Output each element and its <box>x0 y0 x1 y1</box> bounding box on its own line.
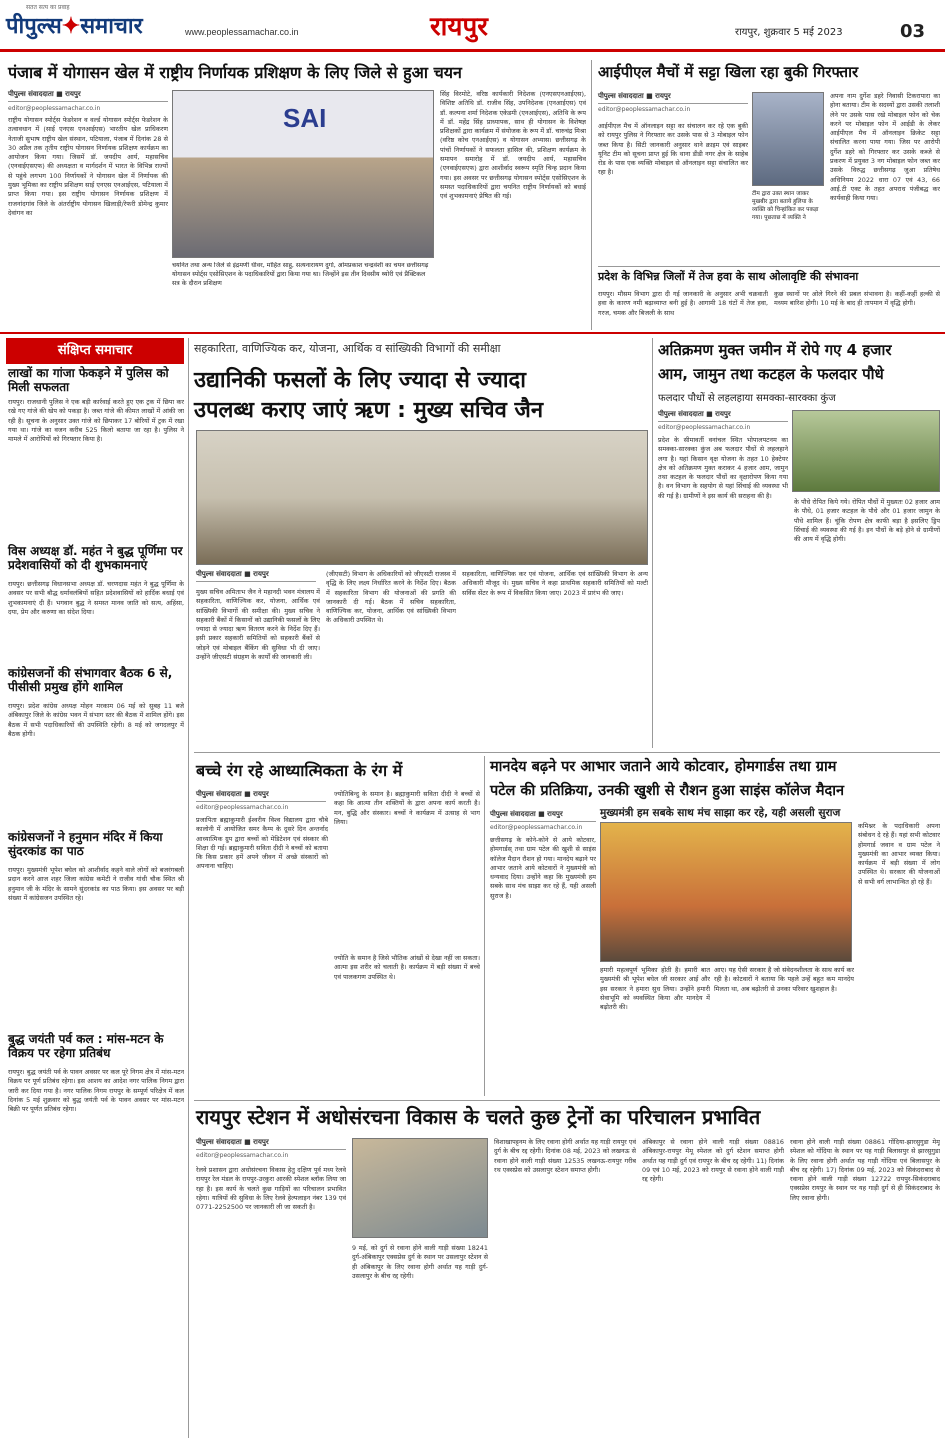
logo-left: पीपुल्स <box>6 13 62 40</box>
page-number: 03 <box>900 21 926 42</box>
brief-news-title: संक्षिप्त समाचार <box>6 338 184 364</box>
city-name: रायपुर <box>430 12 488 42</box>
story6-headline-1: मानदेय बढ़ने पर आभार जताने आये कोटवार, होमगार्डस तथा ग्राम <box>490 759 837 775</box>
brief-item-body: रायपुर। मुख्यमंत्री भूपेश बघेल को आशीर्वाद कहने वाले लोगों को बजरंगबली प्रदान करने आज शहर जिला कांग्रेस कमेटी ने राजीव गांधी चौक स्थित श्री हनुमान जी के मंदिर के सामने सुंदरकांड का पाठ किया। इस अवसर पर बड़ी संख्या में कांग्रेसजन उपस्थित रहे। <box>8 866 184 902</box>
logo-tagline: सतत सत्य का प्रवाह <box>26 4 70 11</box>
story7-body: रेलवे प्रशासन द्वारा अधोसंरचना विकास हेतु दक्षिण पूर्व मध्य रेलवे रायपुर रेल मंडल के रायपुर-उरकुरा आरकी स्पेशल ब्लॉक लिया जा रहा है। इस कार्य के चलते कुछ गाड़ियों का परिचालन प्रभावित रहेगा। यात्रियों की सुविधा के लिए रेलवे हेल्पलाइन नंबर 139 एवं 0771-2252500 पर जानकारी ली जा सकती है। <box>196 1166 346 1212</box>
sai-banner: SAI <box>283 103 327 133</box>
weather-col2: कुछ स्थानों पर ओले गिरने की प्रबल संभावना है। कहीं-कहीं हल्की से मध्यम बारिश होगी। 10 मई के बाद ही तापमान में वृद्धि होगी। <box>774 290 940 308</box>
weather-body: रायपुर। मौसम विभाग द्वारा दी गई जानकारी के अनुसार अभी चक्रवाती हवा के कारण नमी बढ़ाव्याप्त बनी हुई है। आगामी 18 घंटों में तेज हवा, गरज, चमक और बिजली के साथ <box>598 290 768 317</box>
story6-col3: आए। यह ऐसी सरकार है जो संवेदनशीलता के साथ कार्य कर रही है। कोटवारों ने बताया कि पहले उन्हें बहुत कम मानदेय मिलता था, अब बढ़ोतरी से उनका परिवार खुशहाल है। <box>714 966 854 993</box>
story3-headline-1: उद्यानिकी फसलों के लिए ज्यादा से ज्यादा <box>194 368 526 393</box>
story5-col2: ज्योतिबिन्दु के समान है। ब्रह्माकुमारी सविता दीदी ने बच्चों से कहा कि आत्मा तीन शक्तियों के द्वारा अपना कार्य करती है। मन, बुद्धि और संस्कार। बच्चों ने कार्यक्रम में उत्साह से भाग लिया। <box>334 790 480 826</box>
brief-item-headline: बुद्ध जयंती पर्व कल : मांस-मटन के विक्रय पर रहेगा प्रतिबंध <box>8 1032 164 1061</box>
story7-byline: पीपुल्स संवाददाता ■ रायपुर <box>196 1138 346 1150</box>
railway-photo <box>352 1138 488 1238</box>
divider <box>591 60 592 330</box>
brief-item-headline: लाखों का गांजा फेकड़ने में पुलिस को मिली सफलता <box>8 366 169 395</box>
story1-email[interactable]: editor@peoplessamachar.co.in <box>8 105 101 112</box>
story6-byline: पीपुल्स संवाददाता ■ रायपुर <box>490 810 596 822</box>
divider <box>484 756 485 1096</box>
story5-email[interactable]: editor@peoplessamachar.co.in <box>196 804 289 811</box>
story6-subhead: मुख्यमंत्री हम सबके साथ मंच साझा कर रहे, यही असली सुराज <box>600 807 841 819</box>
story1-headline: पंजाब में योगासन खेल में राष्ट्रीय निर्णायक प्रशिक्षण के लिए जिले से हुआ चयन <box>8 63 462 82</box>
story3-col3: सहकारिता, वाणिज्यिक कर एवं योजना, आर्थिक एवं सांख्यिकी विभाग के अन्य अधिकारी मौजूद थे। मुख्य सचिव ने कहा प्राथमिक सहकारी समितियों को मल्टी सर्विस सेंटर के रूप में विकसित किया जाए। 2023 में प्रारंभ की जाए। <box>462 570 648 597</box>
logo-right: समाचार <box>80 13 143 40</box>
story7-col3: विशाखापट्टनम के लिए रवाना होगी अर्थात यह गाड़ी रायपुर एवं दुर्ग के बीच रद्द रहेगी। दिनांक 08 मई, 2023 को लखनऊ से रवाना होने वाली गाड़ी संख्या 12535 लखनऊ-रायपुर गरीब रथ एक्सप्रेस को उसलापुर स्टेशन समाप्त होगी। <box>494 1138 636 1174</box>
story2-body: आईपीएल मैच में ऑनलाइन सट्टा का संचालन कर रहे एक बुकी को रायपुर पुलिस ने गिरफ्तार कर उसके पास से 3 मोबाइल फोन जब्त किया है। सिटी जानकारी अनुसार थाने क्राइम एवं साइबर यूनिट टीम को सूचना प्राप्त हुई कि थाना डीडी नगर क्षेत्र के साहेब रोड के पास एक व्यक्ति मोबाइल से ऑनलाइन सट्टा संचालित कर रहा है। <box>598 122 748 177</box>
story2-email[interactable]: editor@peoplessamachar.co.in <box>598 106 691 113</box>
story4-photo <box>792 410 940 492</box>
story6-body: छत्तीसगढ़ के कोने-कोने से आये कोटवार, होमगार्डस्‌ तथा ग्राम पटेल की खुशी से साइंस कॉलेज मैदान रौशन हो गया। मानदेय बढ़ाने पर आभार जताने आये कोटवारों ने मुख्यमंत्री को धन्यवाद दिया। उन्होंने कहा कि मुख्यमंत्री हम सबके साथ मंच साझा कर रहे हैं, यही असली सुराज है। <box>490 836 596 900</box>
story2-byline: पीपुल्स संवाददाता ■ रायपुर <box>598 92 748 104</box>
accused-photo <box>752 92 824 186</box>
weather-headline: प्रदेश के विभिन्न जिलों में तेज हवा के साथ ओलावृष्टि की संभावना <box>598 270 859 283</box>
story6-col2: हमारी महत्वपूर्ण भूमिका होती है। हमारी बात मुख्यमंत्री श्री भूपेश बघेल जी सरकार आई और इस सरकार ने हमारा सुध लिया। उन्होंने हमारी सेवाभूमि को व्यवस्थित किया और मानदेय में बढ़ोतरी की। <box>600 966 710 1012</box>
divider <box>194 752 940 753</box>
logo-star-icon: ✦ <box>61 13 81 40</box>
divider <box>188 338 189 1438</box>
story5-byline: पीपुल्स संवाददाता ■ रायपुर <box>196 790 326 802</box>
brief-item-headline: कांग्रेसजनों ने हनुमान मंदिर में किया सुंदरकांड का पाठ <box>8 830 163 859</box>
story5-col3: ज्योति के समान है जिसे भौतिक आंखों से देखा नहीं जा सकता। आत्मा इस शरीर को चलाती है। कार्यक्रम में बड़ी संख्या में बच्चे एवं पालकगण उपस्थित थे। <box>334 954 480 981</box>
story4-headline-1: अतिक्रमण मुक्त जमीन में रोपे गए 4 हजार <box>658 341 892 359</box>
story7-col4: अंबिकापुर से रवाना होने वाली गाड़ी संख्या 08816 अंबिकापुर-रायपुर मेमू स्पेशल को दुर्ग स्टेशन समाप्त होगी अर्थात यह गाड़ी दुर्ग एवं रायपुर के बीच रद्द रहेगी। 11) दिनांक 09 एवं 10 मई, 2023 को रायपुर से रवाना होने वाली गाड़ी रद्द रहेगी। <box>642 1138 784 1184</box>
story3-body: मुख्य सचिव अमिताभ जैन ने महानदी भवन मंत्रालय में सहकारिता, वाणिज्यिक कर, योजना, आर्थिक एवं सांख्यिकी विभागों की समीक्षा की। मुख्य सचिव ने सहकारी बैंकों में किसानों को उद्यानिकी फसलों के लिए ज्यादा से ज्यादा ऋण वितरण करने के निर्देश दिए हैं। इसी प्रकार सहकारी समितियों को सहकारी बैंकों से जोड़ने एवं मोबाइल बैंकिंग की सुविधा भी दी जाए। उन्होंने जीएसटी संग्रहण के कार्यों की जानकारी ली। <box>196 588 320 661</box>
brief-item-body: रायपुर। प्रदेश कांग्रेस अध्यक्ष मोहन मरकाम 06 मई को सुबह 11 बजे अंबिकापुर जिले के कांग्रेस भवन में संभाग स्तर की बैठक में शामिल होंगे। इस बैठक में सभी पदाधिकारियों की उपस्थिति रहेगी। 8 मई को जगदलपुर में बैठक होगी। <box>8 702 184 738</box>
story4-col2: के पौधे रोपित किये गये। रोपित पौधों में मुख्यतः 02 हजार आम के पौधे, 01 हजार कटहल के पौधे और 01 हजार जामुन के पौधे शामिल हैं। चूंकि रोपण क्षेत्र काफी बड़ा है इसलिए ड्रिप सिंचाई की व्यवस्था की गई है। इन पौधों के बड़े होने से ग्रामीणों की आय में वृद्धि होगी। <box>794 498 940 544</box>
story1-byline: पीपुल्स संवाददाता ■ रायपुर <box>8 90 168 102</box>
story7-col5: रवाना होने वाली गाड़ी संख्या 08861 गोंदिया-झारसुगुडा मेमू स्पेशल को गोंदिया के स्थान पर यह गाड़ी बिलासपुर से झारसुगुडा के लिए रवाना होगी अर्थात यह गाड़ी गोंदिया एवं बिलासपुर के बीच रद्द रहेगी। 17) दिनांक 09 मई, 2023 को सिकंदराबाद से रवाना होने वाली गाड़ी संख्या 12722 रायपुर-सिकंदराबाद एक्सप्रेस रायपुर के स्थान पर यह गाड़ी दुर्ग से ही सिकंदराबाद के लिए रवाना होगी। <box>790 1138 940 1202</box>
story4-byline: पीपुल्स संवाददाता ■ रायपुर <box>658 410 788 422</box>
story1-col2: सिंह विरमोटे, वरिष्ठ कार्यकारी निदेशक (एनएसएनआईएस), विशिष्ट अतिथि डॉ. राजीव सिंह, उपनिदेशक (एनआईएस) एवं डॉ. कल्पना शर्मा निदेशक एकेडमी (एनआईएस), अतिथि के रूप में डॉ. महेंद्र सिंह प्राध्यापक, साथ ही योगासन के विशेषज्ञ प्रशिक्षकों द्वारा कार्यक्रम में संयोजक के रूप में डॉ. चारुचंद्र मिश्रा (वरिष्ठ कोच एनआईएस) व योगासन अभ्यास। छत्तीसगढ़ के पांचों निर्णायकों ने सफलता हासिल की, प्रशिक्षण कार्यक्रम के समापन समारोह में डॉ. जयदीप आर्य, महासचिव (एनवाईएसएफ) द्वारा आशीर्वाद स्वरूप स्मृति चिन्ह प्रदान किया गया। इस अवसर पर छत्तीसगढ़ योगासन स्पोर्ट्स एसोसिएशन के समस्त पदाधिकारियों द्वारा चयनित राष्ट्रीय निर्णायकों को बधाई एवं शुभकामनाएं प्रेषित की गई। <box>440 90 586 201</box>
story3-kicker: सहकारिता, वाणिज्यिक कर, योजना, आर्थिक व सांख्यिकी विभागों की समीक्षा <box>194 342 501 355</box>
story3-byline: पीपुल्स संवाददाता ■ रायपुर <box>196 570 316 582</box>
section-rule <box>0 332 945 334</box>
brief-item-body: रायपुर। छत्तीसगढ़ विधानसभा अध्यक्ष डॉ. चरणदास महंत ने बुद्ध पूर्णिमा के अवसर पर सभी बौद्ध धर्मावलंबियों सहित प्रदेशवासियों को हार्दिक बधाई एवं शुभकामनाएं दी हैं। भगवान बुद्ध ने समस्त मानव जाति को सत्य, अहिंसा, दया, प्रेम और करुणा का संदेश दिया। <box>8 580 184 616</box>
story5-body: प्रजापिता ब्रह्माकुमारी ईश्वरीय विश्व विद्यालय द्वारा चौबे कालोनी में आयोजित समर कैम्प के दूसरे दिन अन्तर्नाद आध्यात्मिक ग्रुप द्वारा बच्चों को मेडिटेशन एवं संस्कार की शिक्षा दी गई। ब्रह्माकुमारी सविता दीदी ने बच्चों को बताया कि किस प्रकार हमें अपने जीवन में अच्छे संस्कारों को अपनाना चाहिए। <box>196 816 328 871</box>
story4-subhead: फलदार पौधों से लहलहाया समक्का-सारक्का कुंज <box>658 393 836 404</box>
brief-item-headline: विस अध्यक्ष डॉ. महंत ने बुद्ध पूर्णिमा पर प्रदेशवासियों को दी शुभकामनाएं <box>8 544 183 573</box>
story1-photo <box>172 90 434 258</box>
newspaper-logo[interactable] <box>6 4 176 48</box>
story7-col2: 9 मई, को दुर्ग से रवाना होने वाली गाड़ी संख्या 18241 दुर्ग-अंबिकापुर एक्सप्रेस दुर्ग के स्थान पर उसलापुर स्टेशन से ही अंबिकापुर के लिए रवाना होगी अर्थात यह गाड़ी दुर्ग-उसलापुर के बीच रद्द रहेगी। <box>352 1244 488 1280</box>
divider <box>652 338 653 748</box>
story4-email[interactable]: editor@peoplessamachar.co.in <box>658 424 751 431</box>
story4-headline-2: आम, जामुन तथा कटहल के फलदार पौधे <box>658 365 884 383</box>
story2-caption: टीम द्वारा उक्त स्थान जाकर मुखबीर द्वारा बताये हुलिया के व्यक्ति को चिन्हांकित कर पकड़ा गया। पूछताछ में व्यक्ति ने <box>752 191 819 222</box>
brief-news-column <box>6 338 184 364</box>
story4-body: प्रदेश के सीमावर्ती वनांचल स्थित भोपालपटनम का समक्का-सारक्का कुंज अब फलदार पौधों से लहलहाने लगा है। यहां किसान वृक्ष योजना के तहत 10 हेक्टेयर क्षेत्र को अतिक्रमण मुक्त कराकर 4 हजार आम, जामुन तथा कटहल के फलदार पौधों का वृक्षारोपण किया गया है। वन विभाग के सहयोग से यहां सिंचाई की व्यवस्था भी की गई है। ग्रामीणों ने इस कार्य की सराहना की है। <box>658 436 788 500</box>
story6-email[interactable]: editor@peoplessamachar.co.in <box>490 824 583 831</box>
story1-body: राष्ट्रीय योगासन स्पोर्ट्स फेडरेशन व वर्ल्ड योगासन स्पोर्ट्स फेडरेशन के तत्वावधान में (साई एनएस एनआईएस) भारतीय खेल प्राधिकरण नेताजी सुभाष राष्ट्रीय खेल संस्थान, पटियाला, पंजाब में दिनांक 28 से 30 अप्रैल तक तृतीय राष्ट्रीय योगासन निर्णायक प्रशिक्षण कार्यक्रम का आयोजन किया गया। जिसमें डॉ. जयदीप आर्य, महासचिव (एनवाईएसएफ) की अध्यक्षता व मार्गदर्शन में भारत के विभिन्न राज्यों से पहुंचे लगभग 100 निर्णायकों ने योगासन खेल में निर्णायक की मुख्य भूमिका का राष्ट्रीय प्रशिक्षण साई एनएस एनआईएस, पटियाला में प्राप्त किया गया। इस राष्ट्रीय योगासन निर्णायक प्रशिक्षण में राजनांदगांव जिले के अंतर्राष्ट्रीय योगासन खिलाड़ी/रेफरी डोमेन्द्र कुमार देवांगन का <box>8 116 168 217</box>
website-url[interactable]: www.peoplessamachar.co.in <box>185 27 299 37</box>
story3-col2: (जीएसटी) विभाग के अधिकारियों को जीएसटी राजस्व में वृद्धि के लिए लक्ष्य निर्धारित करने के निर्देश दिए। बैठक में सहकारिता विभाग की योजनाओं की प्रगति की जानकारी दी गई। बैठक में सचिव सहकारिता, वाणिज्यिक कर, योजना, आर्थिक एवं सांख्यिकी विभाग के अधिकारी उपस्थित थे। <box>326 570 456 625</box>
story3-headline-2: उपलब्ध कराए जाएं ऋण : मुख्य सचिव जैन <box>194 398 544 423</box>
story6-photo <box>600 822 852 962</box>
story7-headline: रायपुर स्टेशन में अधोसंरचना विकास के चलते कुछ ट्रेनों का परिचालन प्रभावित <box>196 1105 761 1129</box>
story1-caption: चयनित तथा अन्य जिले से इंद्रमणी धीवर, मोहित साहु, सत्यनारायण दुर्गा, ओमप्रकाश चन्द्रवंशी का चयन छत्तीसगढ़ योगासन स्पोर्ट्स एसोसिएशन के पदाधिकारियों द्वारा किया गया था। जिन्होंने इस तीन दिवसीय थ्योरी एवं प्रैक्टिकल सत्र के दौरान प्रशिक्षण <box>172 262 429 287</box>
story6-headline-2: पटेल की प्रतिक्रिया, उनकी खुशी से रौशन हुआ साइंस कॉलेज मैदान <box>490 783 844 799</box>
story3-photo <box>196 430 648 565</box>
story7-email[interactable]: editor@peoplessamachar.co.in <box>196 1152 289 1159</box>
story6-col4: कमिश्नर के पदाधिकारी अपना संबोधन दे रहे हैं। यहां सभी कोटवार होमगार्ड जवान व ग्राम पटेल ने मुख्यमंत्री का आभार व्यक्त किया। कार्यक्रम में बड़ी संख्या में लोग उपस्थित थे। सरकार की योजनाओं से सभी वर्ग लाभान्वित हो रहे हैं। <box>858 822 940 886</box>
story2-col2: अपना नाम दुर्गेश डहरे निवासी टिकरापारा का होना बताया। टीम के सदस्यों द्वारा उसकी तलाशी लेने पर उसके पास रखे मोबाइल फोन को चेक करने पर मोबाइल फोन में आईडी के लेकर आईपीएल मैच में ऑनलाइन क्रिकेट सट्टा संचालित करना पाया गया। जिस पर आरोपी दुर्गेश डहरे को गिरफ्तार कर उसके कब्जे से प्रकरण में प्रयुक्त 3 नग मोबाइल फोन जब्त कर उसके विरुद्ध छत्तीसगढ़ जुआ प्रतिषेध अधिनियम 2022 धारा 07 एवं 43, 66 आई.टी एक्ट के तहत अपराध पंजीबद्ध कर कार्यवाही किया गया। <box>830 92 940 203</box>
masthead <box>0 0 945 52</box>
divider <box>598 266 940 267</box>
story2-headline: आईपीएल मैचों में सट्टा खिला रहा बुकी गिरफ्तार <box>598 63 859 81</box>
divider <box>194 1100 940 1101</box>
brief-item-headline: कांग्रेसजनों की संभागवार बैठक 6 से, पीसीसी प्रमुख होंगे शामिल <box>8 666 173 695</box>
dateline: रायपुर, शुक्रवार 5 मई 2023 <box>735 27 843 38</box>
brief-item-body: रायपुर। राजधानी पुलिस ने एक बड़ी कार्रवाई करते हुए एक ट्रक में छिपा कर रखे गए गांजे की खेप को पकड़ा है। जब्त गांजे की कीमत लाखों में आंकी जा रही है। सूचना के अनुसार उक्त गांजे को छिपाकर 17 बोरियों में ट्रक में रखा गया था। गांजे का वजन करीब 525 किलो बताया जा रहा है। पुलिस ने मामले में आरोपियों को गिरफ्तार किया है। <box>8 398 184 444</box>
story5-headline: बच्चे रंग रहे आध्यात्मिकता के रंग में <box>196 761 403 780</box>
brief-item-body: रायपुर। बुद्ध जयंती पर्व के पावन अवसर पर कल पूरे निगम क्षेत्र में मांस-मटन विक्रय पर पूर्ण प्रतिबंध रहेगा। इस आशय का आदेश नगर पालिक निगम द्वारा जारी कर दिया गया है। नगर पालिक निगम रायपुर के सम्पूर्ण परिक्षेत्र में कल दिनांक 5 मई शुक्रवार को बुद्ध जयंती पर्व के पावन अवसर पर मांस-मटन बिक्री पर पूर्णत प्रतिबंध रहेगा। <box>8 1068 184 1114</box>
